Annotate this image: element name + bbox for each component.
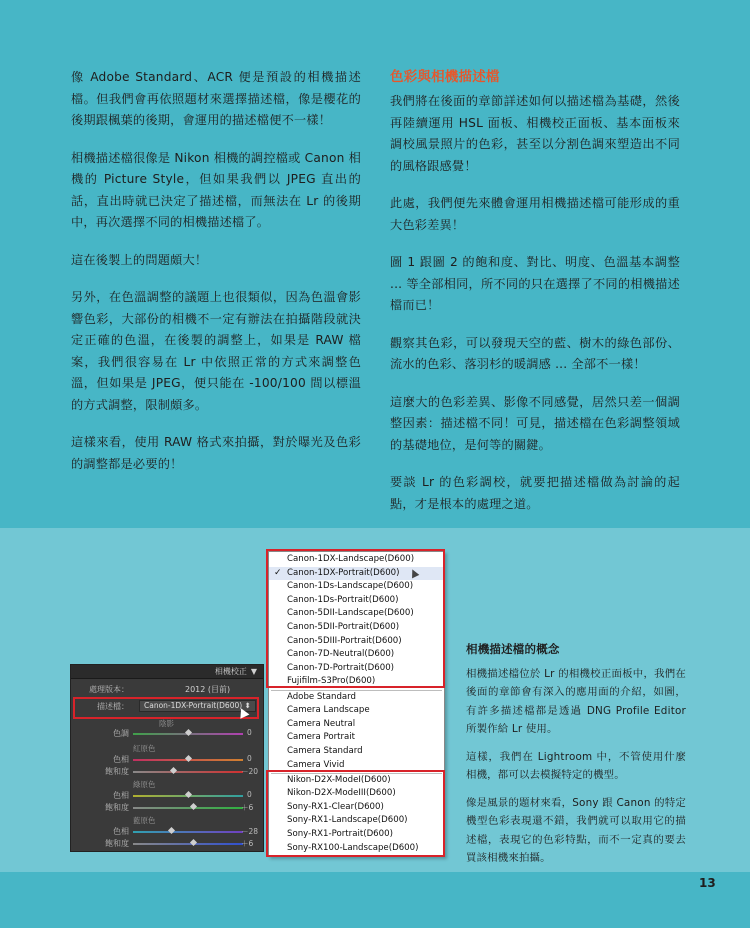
menu-item-canon-1ds-portrait[interactable]: Canon-1Ds-Portrait(D600)	[287, 594, 399, 605]
checkmark-icon: ✓	[274, 567, 282, 578]
menu-item-canon-5diii-portrait[interactable]: Canon-5DIII-Portrait(D600)	[287, 635, 402, 646]
menu-item-canon-7d-neutral[interactable]: Canon-7D-Neutral(D600)	[287, 649, 395, 660]
left-paragraph-3: 這在後製上的問題頗大！	[71, 252, 208, 267]
blue-primary-label: 藍原色	[133, 816, 156, 825]
process-label: 處理版本：	[89, 684, 129, 694]
right-column	[390, 67, 680, 531]
menu-item-canon-7d-portrait[interactable]: Canon-7D-Portrait(D600)	[287, 662, 395, 673]
green-hue-value: 0	[247, 790, 252, 799]
page-number: 13	[699, 876, 716, 890]
tint-label: 色調	[113, 728, 129, 738]
blue-sat-slider[interactable]	[133, 843, 243, 845]
footer-band	[0, 872, 750, 928]
menu-item-sony-rx1-portrait[interactable]: Sony-RX1-Portrait(D600)	[287, 828, 393, 839]
green-primary-label: 綠原色	[133, 780, 156, 789]
left-column	[71, 67, 361, 491]
sidebar-paragraph-1: 相機描述檔位於 Lr 的相機校正面板中，我們在後面的章節會有深入的應用面的介紹，如圖，有許多描述檔都是透過 DNG Profile Editor 所製作給 Lr 使用。	[466, 667, 686, 735]
section-title: 色彩與相機描述檔	[390, 69, 500, 85]
sidebar-paragraph-3: 像是風景的題材來看，Sony 跟 Canon 的特定機型色彩表現還不錯，我們就可以取用它的描述檔，表現它的色彩特點，而不一定真的要去買該相機來拍攝。	[466, 796, 686, 864]
profile-highlight-box	[73, 697, 259, 719]
menu-item-adobe-standard[interactable]: Adobe Standard	[287, 691, 357, 702]
menu-item-canon-1dx-landscape[interactable]: Canon-1DX-Landscape(D600)	[287, 554, 415, 564]
right-paragraph-1: 我們將在後面的章節詳述如何以描述檔為基礎，然後再陸續運用 HSL 面板、相機校正面板、基本面板來調校風景照片的色彩，甚至以分割色調來塑造出不同的風格跟感覺！	[390, 94, 680, 173]
green-sat-label: 飽和度	[105, 802, 129, 812]
panel-title: 相機校正	[214, 667, 247, 676]
green-sat-slider[interactable]	[133, 807, 243, 809]
blue-hue-slider[interactable]	[133, 831, 243, 833]
left-paragraph-2: 相機描述檔很像是 Nikon 相機的調控檔或 Canon 相機的 Picture Style，但如果我們以 JPEG 直出的話，直出時就已決定了描述檔，而無法在 Lr 的後期中，再次選擇不同的相機描述檔了。	[71, 150, 361, 229]
right-paragraph-3: 圖 1 跟圖 2 的飽和度、對比、明度、色溫基本調整 ... 等全部相同，所不同的只在選擇了不同的相機描述檔而已！	[390, 255, 680, 312]
canon-profiles-highlight-box	[266, 549, 445, 688]
profile-select-value: Canon-1DX-Portrait(D600)	[144, 701, 243, 710]
process-row	[71, 683, 263, 695]
red-primary-label: 紅原色	[133, 744, 156, 753]
menu-item-sony-rx1-clear[interactable]: Sony-RX1-Clear(D600)	[287, 801, 384, 812]
menu-item-camera-vivid[interactable]: Camera Vivid	[287, 759, 345, 770]
nikon-sony-profiles-highlight-box	[266, 770, 445, 857]
shadows-label: 陰影	[159, 719, 174, 728]
profile-label: 描述檔：	[97, 701, 129, 711]
red-sat-label: 飽和度	[105, 766, 129, 776]
green-hue-label: 色相	[113, 790, 129, 800]
blue-sat-value: ＋6	[241, 839, 254, 848]
left-paragraph-5: 這樣來看，使用 RAW 格式來拍攝，對於曝光及色彩的調整都是必要的！	[71, 435, 361, 471]
blue-hue-label: 色相	[113, 826, 129, 836]
right-paragraph-2: 此處，我們便先來體會運用相機描述檔可能形成的重大色彩差異！	[390, 196, 680, 232]
red-hue-label: 色相	[113, 754, 129, 764]
sidebar-paragraph-2: 這樣，我們在 Lightroom 中，不管使用什麼相機，都可以去模擬特定的機型。	[466, 750, 686, 781]
red-hue-value: 0	[247, 754, 252, 763]
tint-value: 0	[247, 728, 252, 737]
blue-sat-label: 飽和度	[105, 838, 129, 848]
camera-calibration-panel	[70, 664, 264, 852]
menu-item-sony-rx100-landscape[interactable]: Sony-RX100-Landscape(D600)	[287, 842, 419, 853]
menu-item-label: Canon-1DX-Portrait(D600)	[287, 567, 400, 578]
panel-header[interactable]	[71, 665, 263, 679]
left-paragraph-4: 另外，在色溫調整的議題上也很類似，因為色溫會影響色彩，大部份的相機不一定有辦法在拍攝階段就決定正確的色溫，在後製的調整上，如果是 RAW 檔案，我們很容易在 Lr 中依照正常的方式來調整色溫，但如果是 JPEG，便只能在 -100/100 間以標溫的方式調整，限制頗多。	[71, 290, 361, 412]
menu-item-sony-rx1-landscape[interactable]: Sony-RX1-Landscape(D600)	[287, 815, 408, 826]
sidebar-note	[466, 640, 686, 877]
sidebar-title: 相機描述檔的概念	[466, 642, 560, 656]
profile-select[interactable]: Canon-1DX-Portrait(D600) ⬍	[139, 700, 256, 712]
green-sat-value: ＋6	[241, 803, 254, 812]
blue-hue-value: －28	[241, 827, 259, 836]
collapse-triangle-icon[interactable]: ▼	[250, 667, 257, 676]
menu-item-fujifilm-s3pro[interactable]: Fujifilm-S3Pro(D600)	[287, 676, 376, 687]
menu-item-canon-1ds-landscape[interactable]: Canon-1Ds-Landscape(D600)	[287, 581, 414, 592]
right-paragraph-5: 這麼大的色彩差異、影像不同感覺，居然只差一個調整因素：描述檔不同！可見，描述檔在色彩調整領域的基礎地位，是何等的關鍵。	[390, 394, 680, 452]
menu-item-canon-5dii-landscape[interactable]: Canon-5DII-Landscape(D600)	[287, 608, 414, 619]
menu-item-camera-standard[interactable]: Camera Standard	[287, 745, 363, 756]
menu-item-camera-landscape[interactable]: Camera Landscape	[287, 705, 370, 716]
red-sat-slider[interactable]	[133, 771, 243, 773]
right-paragraph-6: 要談 Lr 的色彩調校，就要把描述檔做為討論的起點，才是根本的處理之道。	[390, 475, 680, 511]
red-sat-value: －20	[241, 767, 259, 776]
left-paragraph-1: 像 Adobe Standard、ACR 便是預設的相機描述檔。但我們會再依照題材來選擇描述檔，像是櫻花的後期跟楓葉的後期，會運用的描述檔便不一樣！	[71, 70, 361, 127]
right-paragraph-4: 觀察其色彩，可以發現天空的藍、樹木的綠色部份、流水的色彩、落羽杉的暖調感 ... 全部不一樣！	[390, 335, 680, 371]
menu-item-nikon-d2x-modeliii[interactable]: Nikon-D2X-ModeIII(D600)	[287, 788, 396, 799]
menu-item-canon-5dii-portrait[interactable]: Canon-5DII-Portrait(D600)	[287, 622, 400, 632]
process-value[interactable]: 2012 (目前)	[185, 684, 231, 694]
menu-item-nikon-d2x-model[interactable]: Nikon-D2X-ModeI(D600)	[287, 774, 391, 785]
menu-item-camera-portrait[interactable]: Camera Portrait	[287, 732, 356, 743]
menu-item-camera-neutral[interactable]: Camera Neutral	[287, 718, 356, 729]
